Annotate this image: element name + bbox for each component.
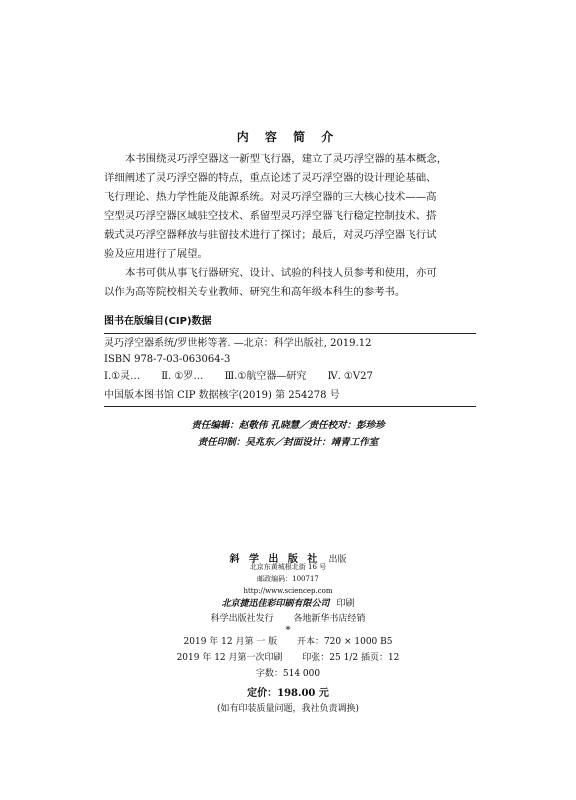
sheets: 印张：25 1/2 插页：12 [302,653,400,663]
cip-record: 中国版本图书馆 CIP 数据核字(2019) 第 254278 号 [104,390,340,401]
cip-category: Ⅳ. ①V27 [327,371,373,382]
word-count: 字数：514 000 [255,669,321,679]
cip-divider-bottom [104,406,476,407]
staff-line-editors: 责任编辑：赵敬伟 孔晓慧／责任校对：彭珍珍 [191,420,385,431]
edition-line [0,635,576,650]
printer-suffix: 印刷 [336,599,355,609]
cip-category: Ⅰ.①灵… [104,371,141,382]
seller: 各地新华书店经销 [293,614,366,624]
publisher-website: http://www.sciencep.com [243,587,333,595]
audience-paragraph [104,264,476,302]
publisher-postcode: 邮政编码：100717 [257,575,319,583]
star-separator: * [285,625,291,636]
publisher-name: 斜 学 出 版 社 [229,554,321,565]
price: 定价：198.00 元 [247,688,329,699]
cip-book-line: 灵巧浮空器系统/罗世彬等著. —北京：科学出版社, 2019.12 [104,338,372,349]
page-title: 内 容 简 介 [236,130,340,144]
summary-line: 飞行理论、热力学性能及能源系统。对灵巧浮空器的三大核心技术——高 [104,191,437,203]
cip-divider-top [104,333,476,334]
cip-category: Ⅱ. ①罗… [161,371,204,382]
summary-line: 空型灵巧浮空器区域驻空技术、系留型灵巧浮空器飞行稳定控制技术、搭 [104,210,437,222]
printer-line [0,597,576,612]
summary-line: 本书围绕灵巧浮空器这一新型飞行器，建立了灵巧浮空器的基本概念， [125,153,448,165]
staff-line-production: 责任印制：吴兆东／封面设计：靖青工作室 [197,437,379,448]
printing: 2019 年 12 月第一次印刷 [176,653,283,663]
format: 开本：720 × 1000 B5 [296,637,393,647]
cip-heading: 图书在版编目(CIP)数据 [104,316,212,327]
cip-categories [104,369,476,385]
publisher-address: 北京东黄城根北街 16 号 [249,563,327,571]
quality-notice: (如有印装质量问题，我社负责调换) [216,704,360,714]
summary-line: 验及应用进行了展望。 [104,248,208,260]
audience-line: 以作为高等院校相关专业教师、研究生和高年级本科生的参考书。 [104,286,406,298]
printer-name: 北京捷迅佳彩印刷有限公司 [221,599,330,609]
distributor: 科学出版社发行 [210,614,274,624]
publisher-suffix: 出版 [328,555,347,565]
summary-paragraph [104,150,476,264]
summary-line: 详细阐述了灵巧浮空器的特点，重点论述了灵巧浮空器的设计理论基础、 [104,172,437,184]
summary-line: 载式灵巧浮空器释放与驻留技术进行了探讨；最后，对灵巧浮空器飞行试 [104,229,437,241]
audience-line: 本书可供从事飞行器研究、设计、试验的科技人员参考和使用，亦可 [125,267,437,279]
cip-isbn: ISBN 978-7-03-063064-3 [104,354,231,365]
cip-category: Ⅲ.①航空器—研究 [224,371,307,382]
edition: 2019 年 12 月第 一 版 [183,637,278,647]
printing-line [0,651,576,666]
